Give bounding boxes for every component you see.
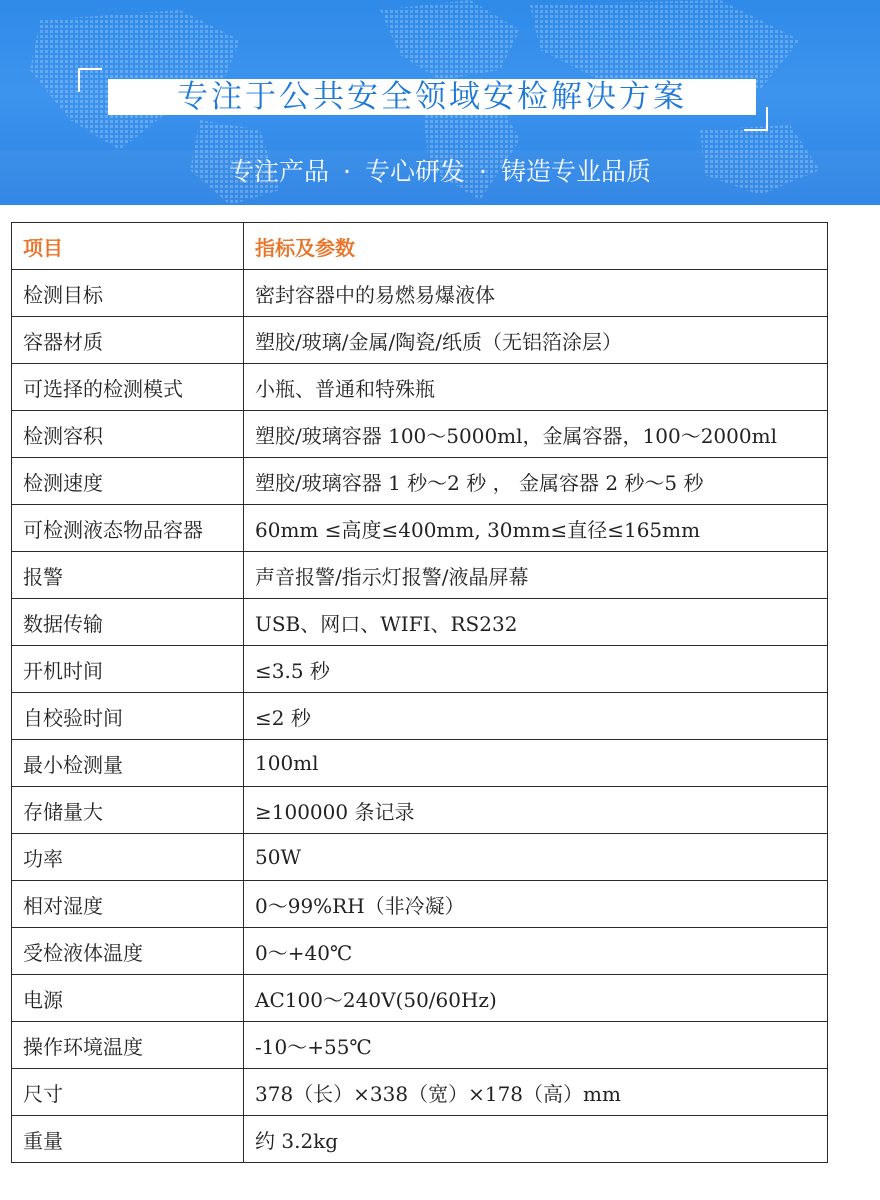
row-item: 检测目标 (12, 270, 244, 317)
bracket-top-left (78, 68, 102, 92)
row-item: 受检液体温度 (12, 928, 244, 975)
header-spec: 指标及参数 (244, 223, 828, 270)
spec-table (11, 222, 828, 1163)
row-spec: AC100～240V(50/60Hz) (244, 975, 828, 1022)
table-row (12, 1022, 828, 1069)
tagline-item: 专心研发 (364, 157, 465, 186)
table-row (12, 364, 828, 411)
table-row (12, 881, 828, 928)
table-row (12, 1069, 828, 1116)
bracket-bottom-right (744, 107, 768, 131)
table-header-row (12, 223, 828, 270)
table-row (12, 928, 828, 975)
row-item: 最小检测量 (12, 740, 244, 787)
row-item: 可选择的检测模式 (12, 364, 244, 411)
row-item: 尺寸 (12, 1069, 244, 1116)
table-row (12, 552, 828, 599)
table-row (12, 975, 828, 1022)
table-row (12, 505, 828, 552)
row-item: 存储量大 (12, 787, 244, 834)
header-item: 项目 (12, 223, 244, 270)
row-spec: ≤2 秒 (244, 693, 828, 740)
row-item: 自校验时间 (12, 693, 244, 740)
row-spec: 密封容器中的易燃易爆液体 (244, 270, 828, 317)
table-row (12, 740, 828, 787)
table-row (12, 458, 828, 505)
row-spec: 378（长）×338（宽）×178（高）mm (244, 1069, 828, 1116)
tagline (0, 152, 880, 188)
table-row (12, 693, 828, 740)
row-spec: 0～+40℃ (244, 928, 828, 975)
row-item: 容器材质 (12, 317, 244, 364)
row-spec: 0～99%RH（非冷凝） (244, 881, 828, 928)
row-spec: 60mm ≤高度≤400mm, 30mm≤直径≤165mm (244, 505, 828, 552)
tagline-separator: · (479, 157, 487, 186)
table-row (12, 270, 828, 317)
row-spec: ≥100000 条记录 (244, 787, 828, 834)
table-row (12, 646, 828, 693)
row-spec: 50W (244, 834, 828, 881)
row-spec: USB、网口、WIFI、RS232 (244, 599, 828, 646)
tagline-item: 专注产品 (229, 157, 330, 186)
row-spec: 塑胶/玻璃容器 100～5000ml，金属容器，100～2000ml (244, 411, 828, 458)
row-item: 重量 (12, 1116, 244, 1163)
table-row (12, 1116, 828, 1163)
tagline-item: 铸造专业品质 (500, 157, 651, 186)
row-item: 可检测液态物品容器 (12, 505, 244, 552)
tagline-separator: · (343, 157, 351, 186)
row-spec: 塑胶/玻璃容器 1 秒～2 秒 ， 金属容器 2 秒～5 秒 (244, 458, 828, 505)
row-spec: 塑胶/玻璃/金属/陶瓷/纸质（无铝箔涂层） (244, 317, 828, 364)
header-banner (0, 0, 880, 205)
table-row (12, 834, 828, 881)
table-row (12, 599, 828, 646)
row-item: 操作环境温度 (12, 1022, 244, 1069)
row-spec: 约 3.2kg (244, 1116, 828, 1163)
row-item: 功率 (12, 834, 244, 881)
row-spec: 小瓶、普通和特殊瓶 (244, 364, 828, 411)
headline-title: 专注于公共安全领域安检解决方案 (177, 79, 687, 115)
row-item: 开机时间 (12, 646, 244, 693)
row-item: 报警 (12, 552, 244, 599)
row-spec: 声音报警/指示灯报警/液晶屏幕 (244, 552, 828, 599)
row-item: 检测容积 (12, 411, 244, 458)
row-item: 检测速度 (12, 458, 244, 505)
table-row (12, 411, 828, 458)
row-item: 相对湿度 (12, 881, 244, 928)
row-spec: -10～+55℃ (244, 1022, 828, 1069)
table-row (12, 787, 828, 834)
row-spec: ≤3.5 秒 (244, 646, 828, 693)
row-item: 电源 (12, 975, 244, 1022)
row-item: 数据传输 (12, 599, 244, 646)
table-row (12, 317, 828, 364)
row-spec: 100ml (244, 740, 828, 787)
